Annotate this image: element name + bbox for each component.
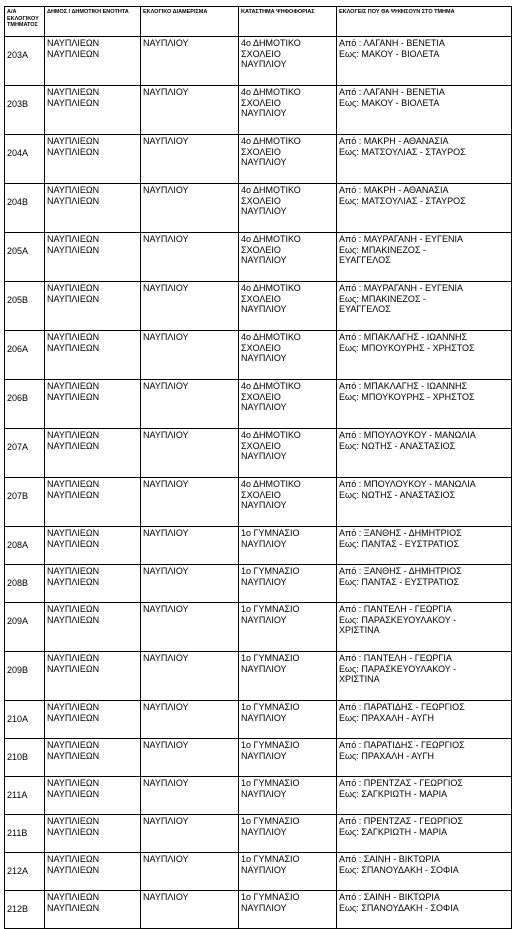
voters-cell xyxy=(337,603,512,652)
municipality-name: ΝΑΥΠΛΙΕΩΝ xyxy=(47,528,100,538)
voters-cell xyxy=(337,429,512,478)
location-line: ΝΑΥΠΛΙΟΥ xyxy=(241,255,287,266)
municipality-name: ΝΑΥΠΛΙΕΩΝ xyxy=(47,740,100,750)
municipality-cell xyxy=(45,331,141,380)
table-row xyxy=(5,891,512,929)
section-number: 210Α xyxy=(5,701,45,739)
location-cell xyxy=(239,603,337,652)
section-number: 206Β xyxy=(5,380,45,429)
location-line: ΝΑΥΠΛΙΟΥ xyxy=(241,304,287,315)
voters-range-line: Από : ΛΑΓΑΝΗ - ΒΕΝΕΤΙΑ xyxy=(339,87,445,97)
location-line: ΣΧΟΛΕΙΟ xyxy=(241,146,281,157)
location-line: ΝΑΥΠΛΙΟΥ xyxy=(241,826,287,837)
section-number: 206Α xyxy=(5,331,45,380)
municipality-cell xyxy=(45,565,141,603)
district-cell: ΝΑΥΠΛΙΟΥ xyxy=(141,527,239,565)
voters-cell xyxy=(337,135,512,184)
table-row xyxy=(5,37,512,86)
header-district: ΕΚΛΟΓΙΚΟ ΔΙΑΜΕΡΙΣΜΑ xyxy=(141,7,239,37)
table-row xyxy=(5,777,512,815)
location-cell xyxy=(239,565,337,603)
district-cell: ΝΑΥΠΛΙΟΥ xyxy=(141,233,239,282)
location-line: ΝΑΥΠΛΙΟΥ xyxy=(241,59,287,70)
district-cell: ΝΑΥΠΛΙΟΥ xyxy=(141,815,239,853)
location-cell xyxy=(239,37,337,86)
voters-range-line: Εως: ΣΠΑΝΟΥΔΑΚΗ - ΣΟΦΙΑ xyxy=(339,902,459,913)
location-line: 1ο ΓΥΜΝΑΣΙΟ xyxy=(241,653,300,663)
municipal-unit-name: ΝΑΥΠΛΙΕΩΝ xyxy=(47,788,100,799)
municipal-unit-name: ΝΑΥΠΛΙΕΩΝ xyxy=(47,614,100,625)
municipality-cell xyxy=(45,233,141,282)
district-cell: ΝΑΥΠΛΙΟΥ xyxy=(141,380,239,429)
voters-range-line: Εως: ΜΠΑΚΙΝΕΖΟΣ - xyxy=(339,293,426,304)
table-row xyxy=(5,380,512,429)
location-cell xyxy=(239,331,337,380)
section-number: 212Α xyxy=(5,853,45,891)
municipality-cell xyxy=(45,135,141,184)
location-line: 4ο ΔΗΜΟΤΙΚΟ xyxy=(241,38,301,48)
municipal-unit-name: ΝΑΥΠΛΙΕΩΝ xyxy=(47,576,100,587)
voters-cell xyxy=(337,565,512,603)
section-number: 203Β xyxy=(5,86,45,135)
location-line: 1ο ΓΥΜΝΑΣΙΟ xyxy=(241,854,300,864)
municipality-cell xyxy=(45,37,141,86)
voters-cell xyxy=(337,233,512,282)
location-cell xyxy=(239,853,337,891)
header-location: ΚΑΤΑΣΤΗΜΑ ΨΗΦΟΦΟΡΙΑΣ xyxy=(239,7,337,37)
voters-range-line: ΧΡΙΣΤΙΝΑ xyxy=(339,674,380,685)
municipal-unit-name: ΝΑΥΠΛΙΕΩΝ xyxy=(47,902,100,913)
voters-range-line: Από : ΠΡΕΝΤΖΑΣ - ΓΕΩΡΓΙΟΣ xyxy=(339,816,463,826)
location-line: ΝΑΥΠΛΙΟΥ xyxy=(241,902,287,913)
location-cell xyxy=(239,380,337,429)
table-row xyxy=(5,429,512,478)
voters-range-line: ΧΡΙΣΤΙΝΑ xyxy=(339,625,380,636)
voters-cell xyxy=(337,331,512,380)
district-cell: ΝΑΥΠΛΙΟΥ xyxy=(141,853,239,891)
district-cell: ΝΑΥΠΛΙΟΥ xyxy=(141,652,239,701)
location-line: ΣΧΟΛΕΙΟ xyxy=(241,342,281,353)
municipal-unit-name: ΝΑΥΠΛΙΕΩΝ xyxy=(47,244,100,255)
table-body xyxy=(5,37,512,929)
voters-cell xyxy=(337,184,512,233)
municipality-name: ΝΑΥΠΛΙΕΩΝ xyxy=(47,479,100,489)
voters-range-line: Εως: ΜΠΟΥΚΟΥΡΗΣ - ΧΡΗΣΤΟΣ xyxy=(339,391,475,402)
section-number: 208Β xyxy=(5,565,45,603)
location-cell xyxy=(239,527,337,565)
voters-range-line: Εως: ΜΑΤΣΟΥΛΙΑΣ - ΣΤΑΥΡΟΣ xyxy=(339,195,466,206)
table-header-row xyxy=(5,7,512,37)
location-line: 4ο ΔΗΜΟΤΙΚΟ xyxy=(241,479,301,489)
table-row xyxy=(5,701,512,739)
location-line: ΝΑΥΠΛΙΟΥ xyxy=(241,663,287,674)
location-line: 4ο ΔΗΜΟΤΙΚΟ xyxy=(241,430,301,440)
location-line: ΣΧΟΛΕΙΟ xyxy=(241,48,281,59)
location-line: ΝΑΥΠΛΙΟΥ xyxy=(241,353,287,364)
location-cell xyxy=(239,184,337,233)
voters-cell xyxy=(337,815,512,853)
municipality-name: ΝΑΥΠΛΙΕΩΝ xyxy=(47,136,100,146)
voters-range-line: Εως: ΠΡΑΧΑΛΗ - ΑΥΓΗ xyxy=(339,750,435,761)
district-cell: ΝΑΥΠΛΙΟΥ xyxy=(141,331,239,380)
municipal-unit-name: ΝΑΥΠΛΙΕΩΝ xyxy=(47,712,100,723)
district-cell: ΝΑΥΠΛΙΟΥ xyxy=(141,135,239,184)
municipality-cell xyxy=(45,891,141,929)
voters-cell xyxy=(337,478,512,527)
location-line: ΣΧΟΛΕΙΟ xyxy=(241,391,281,402)
table-row xyxy=(5,331,512,380)
location-line: 1ο ΓΥΜΝΑΣΙΟ xyxy=(241,778,300,788)
municipality-cell xyxy=(45,184,141,233)
district-cell: ΝΑΥΠΛΙΟΥ xyxy=(141,86,239,135)
location-line: 4ο ΔΗΜΟΤΙΚΟ xyxy=(241,283,301,293)
voters-cell xyxy=(337,853,512,891)
section-number: 209Α xyxy=(5,603,45,652)
location-line: ΣΧΟΛΕΙΟ xyxy=(241,440,281,451)
location-line: ΣΧΟΛΕΙΟ xyxy=(241,97,281,108)
municipal-unit-name: ΝΑΥΠΛΙΕΩΝ xyxy=(47,146,100,157)
table-row xyxy=(5,527,512,565)
location-line: 4ο ΔΗΜΟΤΙΚΟ xyxy=(241,87,301,97)
municipality-name: ΝΑΥΠΛΙΕΩΝ xyxy=(47,816,100,826)
section-number: 212Β xyxy=(5,891,45,929)
location-line: 1ο ΓΥΜΝΑΣΙΟ xyxy=(241,816,300,826)
voters-range-line: Εως: ΠΡΑΧΑΛΗ - ΑΥΓΗ xyxy=(339,712,435,723)
district-cell: ΝΑΥΠΛΙΟΥ xyxy=(141,777,239,815)
voters-range-line: Από : ΜΠΑΚΛΑΓΗΣ - ΙΩΑΝΝΗΣ xyxy=(339,332,468,342)
location-line: ΣΧΟΛΕΙΟ xyxy=(241,489,281,500)
location-line: ΝΑΥΠΛΙΟΥ xyxy=(241,451,287,462)
municipal-unit-name: ΝΑΥΠΛΙΕΩΝ xyxy=(47,97,100,108)
voters-cell xyxy=(337,652,512,701)
voters-range-line: Εως: ΜΠΟΥΚΟΥΡΗΣ - ΧΡΗΣΤΟΣ xyxy=(339,342,475,353)
voters-range-line: Εως: ΝΩΤΗΣ - ΑΝΑΣΤΑΣΙΟΣ xyxy=(339,440,456,451)
table-row xyxy=(5,135,512,184)
table-row xyxy=(5,652,512,701)
municipal-unit-name: ΝΑΥΠΛΙΕΩΝ xyxy=(47,538,100,549)
voters-range-line: Εως: ΠΑΝΤΑΣ - ΕΥΣΤΡΑΤΙΟΣ xyxy=(339,538,460,549)
municipal-unit-name: ΝΑΥΠΛΙΕΩΝ xyxy=(47,293,100,304)
table-row xyxy=(5,603,512,652)
table-row xyxy=(5,565,512,603)
district-cell: ΝΑΥΠΛΙΟΥ xyxy=(141,282,239,331)
section-number: 207Α xyxy=(5,429,45,478)
location-line: ΝΑΥΠΛΙΟΥ xyxy=(241,206,287,217)
voters-range-line: Από : ΠΑΝΤΕΛΗ - ΓΕΩΡΓΙΑ xyxy=(339,604,452,614)
voters-range-line: Από : ΜΑΥΡΑΓΑΝΗ - ΕΥΓΕΝΙΑ xyxy=(339,234,463,244)
municipal-unit-name: ΝΑΥΠΛΙΕΩΝ xyxy=(47,663,100,674)
voters-range-line: Από : ΠΑΡΑΤΙΔΗΣ - ΓΕΩΡΓΙΟΣ xyxy=(339,702,465,712)
municipality-name: ΝΑΥΠΛΙΕΩΝ xyxy=(47,185,100,195)
municipality-cell xyxy=(45,282,141,331)
voters-range-line: ΕΥΑΓΓΕΛΟΣ xyxy=(339,255,391,266)
voters-cell xyxy=(337,527,512,565)
location-line: 4ο ΔΗΜΟΤΙΚΟ xyxy=(241,136,301,146)
municipality-cell xyxy=(45,853,141,891)
location-line: 4ο ΔΗΜΟΤΙΚΟ xyxy=(241,381,301,391)
section-number: 204Β xyxy=(5,184,45,233)
location-line: ΝΑΥΠΛΙΟΥ xyxy=(241,576,287,587)
municipality-name: ΝΑΥΠΛΙΕΩΝ xyxy=(47,778,100,788)
table-row xyxy=(5,184,512,233)
section-number: 205Α xyxy=(5,233,45,282)
municipal-unit-name: ΝΑΥΠΛΙΕΩΝ xyxy=(47,489,100,500)
voters-range-line: Από : ΠΑΡΑΤΙΔΗΣ - ΓΕΩΡΓΙΟΣ xyxy=(339,740,465,750)
location-line: ΝΑΥΠΛΙΟΥ xyxy=(241,750,287,761)
district-cell: ΝΑΥΠΛΙΟΥ xyxy=(141,603,239,652)
voters-range-line: ΕΥΑΓΓΕΛΟΣ xyxy=(339,304,391,315)
voters-range-line: Από : ΞΑΝΘΗΣ - ΔΗΜΗΤΡΙΟΣ xyxy=(339,566,462,576)
location-cell xyxy=(239,135,337,184)
section-number: 207Β xyxy=(5,478,45,527)
district-cell: ΝΑΥΠΛΙΟΥ xyxy=(141,184,239,233)
location-line: 4ο ΔΗΜΟΤΙΚΟ xyxy=(241,185,301,195)
voters-range-line: Από : ΛΑΓΑΝΗ - ΒΕΝΕΤΙΑ xyxy=(339,38,445,48)
location-cell xyxy=(239,233,337,282)
section-number: 208Α xyxy=(5,527,45,565)
location-cell xyxy=(239,891,337,929)
location-line: 1ο ΓΥΜΝΑΣΙΟ xyxy=(241,566,300,576)
voters-range-line: Από : ΜΑΥΡΑΓΑΝΗ - ΕΥΓΕΝΙΑ xyxy=(339,283,463,293)
municipality-name: ΝΑΥΠΛΙΕΩΝ xyxy=(47,87,100,97)
location-line: 1ο ΓΥΜΝΑΣΙΟ xyxy=(241,528,300,538)
location-line: ΝΑΥΠΛΙΟΥ xyxy=(241,500,287,511)
municipality-cell xyxy=(45,527,141,565)
location-line: 4ο ΔΗΜΟΤΙΚΟ xyxy=(241,234,301,244)
voters-range-line: Εως: ΠΑΡΑΣΚΕΥΟΥΛΑΚΟΥ - xyxy=(339,663,457,674)
table-row xyxy=(5,233,512,282)
voters-range-line: Από : ΣΑΙΝΗ - ΒΙΚΤΩΡΙΑ xyxy=(339,854,440,864)
municipality-cell xyxy=(45,777,141,815)
location-line: ΣΧΟΛΕΙΟ xyxy=(241,195,281,206)
location-cell xyxy=(239,701,337,739)
municipality-cell xyxy=(45,739,141,777)
voters-cell xyxy=(337,777,512,815)
voters-range-line: Εως: ΝΩΤΗΣ - ΑΝΑΣΤΑΣΙΟΣ xyxy=(339,489,456,500)
district-cell: ΝΑΥΠΛΙΟΥ xyxy=(141,891,239,929)
voters-range-line: Από : ΜΠΑΚΛΑΓΗΣ - ΙΩΑΝΝΗΣ xyxy=(339,381,468,391)
municipality-name: ΝΑΥΠΛΙΕΩΝ xyxy=(47,38,100,48)
district-cell: ΝΑΥΠΛΙΟΥ xyxy=(141,429,239,478)
location-line: ΝΑΥΠΛΙΟΥ xyxy=(241,538,287,549)
location-line: ΝΑΥΠΛΙΟΥ xyxy=(241,864,287,875)
municipality-name: ΝΑΥΠΛΙΕΩΝ xyxy=(47,892,100,902)
location-line: 1ο ΓΥΜΝΑΣΙΟ xyxy=(241,892,300,902)
voters-cell xyxy=(337,701,512,739)
voters-range-line: Εως: ΠΑΝΤΑΣ - ΕΥΣΤΡΑΤΙΟΣ xyxy=(339,576,460,587)
voters-cell xyxy=(337,37,512,86)
voters-range-line: Εως: ΜΑΚΟΥ - ΒΙΟΛΕΤΑ xyxy=(339,48,440,59)
section-number: 203Α xyxy=(5,37,45,86)
municipal-unit-name: ΝΑΥΠΛΙΕΩΝ xyxy=(47,391,100,402)
location-line: ΝΑΥΠΛΙΟΥ xyxy=(241,108,287,119)
municipality-cell xyxy=(45,380,141,429)
voters-cell xyxy=(337,282,512,331)
municipality-name: ΝΑΥΠΛΙΕΩΝ xyxy=(47,234,100,244)
voters-range-line: Εως: ΜΑΚΟΥ - ΒΙΟΛΕΤΑ xyxy=(339,97,440,108)
voters-range-line: Από : ΣΑΙΝΗ - ΒΙΚΤΩΡΙΑ xyxy=(339,892,440,902)
district-cell: ΝΑΥΠΛΙΟΥ xyxy=(141,739,239,777)
location-line: ΝΑΥΠΛΙΟΥ xyxy=(241,157,287,168)
voters-range-line: Εως: ΜΠΑΚΙΝΕΖΟΣ - xyxy=(339,244,426,255)
voters-range-line: Εως: ΠΑΡΑΣΚΕΥΟΥΛΑΚΟΥ - xyxy=(339,614,457,625)
municipality-name: ΝΑΥΠΛΙΕΩΝ xyxy=(47,381,100,391)
table-row xyxy=(5,739,512,777)
municipal-unit-name: ΝΑΥΠΛΙΕΩΝ xyxy=(47,864,100,875)
municipality-cell xyxy=(45,86,141,135)
district-cell: ΝΑΥΠΛΙΟΥ xyxy=(141,37,239,86)
municipal-unit-name: ΝΑΥΠΛΙΕΩΝ xyxy=(47,195,100,206)
municipal-unit-name: ΝΑΥΠΛΙΕΩΝ xyxy=(47,826,100,837)
district-cell: ΝΑΥΠΛΙΟΥ xyxy=(141,478,239,527)
voters-range-line: Από : ΜΠΟΥΛΟΥΚΟΥ - ΜΑΝΩΛΙΑ xyxy=(339,479,476,489)
location-line: 1ο ΓΥΜΝΑΣΙΟ xyxy=(241,604,300,614)
voters-range-line: Εως: ΣΑΓΚΡΙΩΤΗ - ΜΑΡΙΑ xyxy=(339,788,448,799)
voters-range-line: Από : ΜΑΚΡΗ - ΑΘΑΝΑΣΙΑ xyxy=(339,185,449,195)
municipality-cell xyxy=(45,603,141,652)
voters-range-line: Εως: ΣΠΑΝΟΥΔΑΚΗ - ΣΟΦΙΑ xyxy=(339,864,459,875)
municipality-name: ΝΑΥΠΛΙΕΩΝ xyxy=(47,566,100,576)
location-cell xyxy=(239,739,337,777)
voters-cell xyxy=(337,891,512,929)
header-municipality: ΔΗΜΟΣ / ΔΗΜΟΤΙΚΗ ΕΝΟΤΗΤΑ xyxy=(45,7,141,37)
municipality-cell xyxy=(45,478,141,527)
header-section: Α/Α ΕΚΛΟΓΙΚΟΥ ΤΜΗΜΑΤΟΣ xyxy=(5,7,45,37)
location-cell xyxy=(239,429,337,478)
voters-range-line: Από : ΞΑΝΘΗΣ - ΔΗΜΗΤΡΙΟΣ xyxy=(339,528,462,538)
section-number: 211Α xyxy=(5,777,45,815)
municipality-name: ΝΑΥΠΛΙΕΩΝ xyxy=(47,702,100,712)
municipality-cell xyxy=(45,701,141,739)
location-line: 1ο ΓΥΜΝΑΣΙΟ xyxy=(241,740,300,750)
location-line: ΣΧΟΛΕΙΟ xyxy=(241,293,281,304)
voters-cell xyxy=(337,380,512,429)
location-cell xyxy=(239,86,337,135)
location-cell xyxy=(239,815,337,853)
location-cell xyxy=(239,777,337,815)
location-line: ΝΑΥΠΛΙΟΥ xyxy=(241,712,287,723)
municipal-unit-name: ΝΑΥΠΛΙΕΩΝ xyxy=(47,342,100,353)
location-line: ΣΧΟΛΕΙΟ xyxy=(241,244,281,255)
section-number: 211Β xyxy=(5,815,45,853)
location-cell xyxy=(239,478,337,527)
voters-range-line: Από : ΠΡΕΝΤΖΑΣ - ΓΕΩΡΓΙΟΣ xyxy=(339,778,463,788)
location-line: ΝΑΥΠΛΙΟΥ xyxy=(241,402,287,413)
polling-sections-table xyxy=(4,6,512,929)
municipal-unit-name: ΝΑΥΠΛΙΕΩΝ xyxy=(47,440,100,451)
voters-range-line: Από : ΜΑΚΡΗ - ΑΘΑΝΑΣΙΑ xyxy=(339,136,449,146)
municipal-unit-name: ΝΑΥΠΛΙΕΩΝ xyxy=(47,750,100,761)
municipality-name: ΝΑΥΠΛΙΕΩΝ xyxy=(47,653,100,663)
municipality-name: ΝΑΥΠΛΙΕΩΝ xyxy=(47,332,100,342)
voters-cell xyxy=(337,86,512,135)
voters-range-line: Εως: ΣΑΓΚΡΙΩΤΗ - ΜΑΡΙΑ xyxy=(339,826,448,837)
location-line: 1ο ΓΥΜΝΑΣΙΟ xyxy=(241,702,300,712)
voters-cell xyxy=(337,739,512,777)
section-number: 209Β xyxy=(5,652,45,701)
location-line: 4ο ΔΗΜΟΤΙΚΟ xyxy=(241,332,301,342)
municipality-name: ΝΑΥΠΛΙΕΩΝ xyxy=(47,854,100,864)
section-number: 204Α xyxy=(5,135,45,184)
location-line: ΝΑΥΠΛΙΟΥ xyxy=(241,614,287,625)
district-cell: ΝΑΥΠΛΙΟΥ xyxy=(141,701,239,739)
table-row xyxy=(5,853,512,891)
location-line: ΝΑΥΠΛΙΟΥ xyxy=(241,788,287,799)
municipal-unit-name: ΝΑΥΠΛΙΕΩΝ xyxy=(47,48,100,59)
municipality-name: ΝΑΥΠΛΙΕΩΝ xyxy=(47,430,100,440)
municipality-name: ΝΑΥΠΛΙΕΩΝ xyxy=(47,283,100,293)
table-row xyxy=(5,282,512,331)
municipality-cell xyxy=(45,815,141,853)
municipality-cell xyxy=(45,429,141,478)
district-cell: ΝΑΥΠΛΙΟΥ xyxy=(141,565,239,603)
voters-range-line: Από : ΜΠΟΥΛΟΥΚΟΥ - ΜΑΝΩΛΙΑ xyxy=(339,430,476,440)
voters-range-line: Εως: ΜΑΤΣΟΥΛΙΑΣ - ΣΤΑΥΡΟΣ xyxy=(339,146,466,157)
section-number: 210Β xyxy=(5,739,45,777)
table-row xyxy=(5,86,512,135)
voters-range-line: Από : ΠΑΝΤΕΛΗ - ΓΕΩΡΓΙΑ xyxy=(339,653,452,663)
location-cell xyxy=(239,652,337,701)
table-row xyxy=(5,478,512,527)
municipality-name: ΝΑΥΠΛΙΕΩΝ xyxy=(47,604,100,614)
table-row xyxy=(5,815,512,853)
location-cell xyxy=(239,282,337,331)
municipality-cell xyxy=(45,652,141,701)
section-number: 205Β xyxy=(5,282,45,331)
header-voters: ΕΚΛΟΓΕΙΣ ΠΟΥ ΘΑ ΨΗΦΙΣΟΥΝ ΣΤΟ ΤΜΗΜΑ xyxy=(337,7,512,37)
